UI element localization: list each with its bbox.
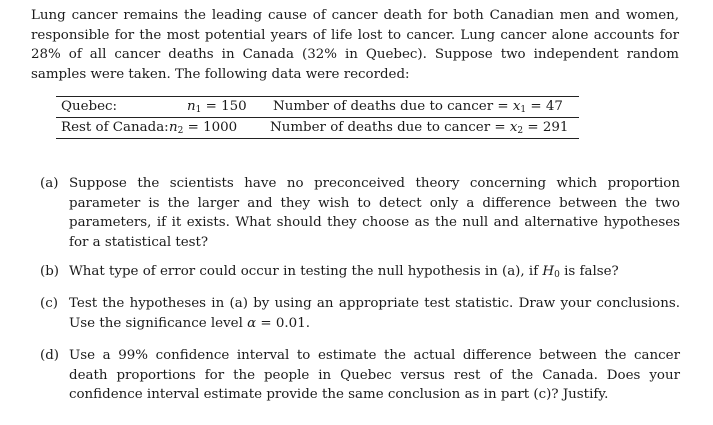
x-subscript: 1	[520, 105, 527, 115]
question-label: (c)	[40, 296, 58, 311]
n-value: = 150	[201, 99, 247, 114]
question-text	[69, 262, 680, 286]
question-text-part: What type of error could occur in testing the null hypothesis in (a), if	[69, 264, 543, 279]
question-d	[40, 346, 680, 405]
deaths-count	[273, 97, 563, 120]
region-label: Rest of Canada:	[61, 120, 169, 135]
table-row-rest-of-canada	[56, 118, 579, 138]
region-label: Quebec:	[61, 99, 118, 114]
n-subscript: 2	[177, 126, 184, 136]
question-text-part: = 0.01.	[256, 315, 310, 331]
sample-size	[187, 97, 247, 120]
table-row-quebec	[56, 97, 579, 118]
n-subscript: 1	[195, 105, 202, 115]
deaths-label: Number of deaths due to cancer =	[270, 120, 510, 135]
question-text-part: Test the hypotheses in (a) by using an appropriate test statistic. Draw your conclusions. Use the significance level	[69, 296, 680, 331]
question-text	[69, 294, 680, 333]
x-symbol: x	[512, 99, 521, 114]
alpha-symbol: α	[247, 315, 257, 331]
question-b	[40, 262, 680, 286]
question-a	[40, 174, 680, 252]
x-value: = 291	[523, 120, 569, 135]
n-symbol: n	[187, 99, 196, 114]
x-symbol: x	[509, 120, 518, 135]
x-subscript: 2	[517, 126, 524, 136]
intro-paragraph: Lung cancer remains the leading cause of cancer death for both Canadian men and women, responsible for the most potential years of life lost to cancer. Lung cancer alone accounts for 28% of all cancer deaths in Canada (32% in Quebec). Suppose two independent random samples were taken. The following data were recorded:	[31, 8, 679, 82]
question-label: (d)	[40, 348, 60, 363]
n-symbol: n	[169, 120, 178, 135]
h-symbol: H	[542, 264, 555, 279]
question-label: (a)	[40, 176, 59, 191]
question-text-part: is false?	[559, 264, 619, 279]
question-label: (b)	[40, 264, 60, 279]
n-value: = 1000	[183, 120, 238, 135]
h-subscript: 0	[554, 270, 560, 280]
question-text: Use a 99% confidence interval to estimate the actual difference between the cancer death proportions for the people in Quebec versus rest of the Canada. Does your confidence interval estimate provide the same conclusion as in part (c)? Justify.	[69, 348, 680, 403]
deaths-count	[270, 118, 568, 141]
question-text: Suppose the scientists have no preconceived theory concerning which proportion parameter is the larger and they wish to detect only a difference between the two parameters, if it exists. What should they choose as the null and alternative hypotheses for a statistical test?	[69, 176, 680, 250]
question-c	[40, 294, 680, 333]
sample-size	[169, 118, 237, 141]
data-table	[56, 96, 579, 139]
deaths-label: Number of deaths due to cancer =	[273, 99, 513, 114]
x-value: = 47	[526, 99, 563, 114]
